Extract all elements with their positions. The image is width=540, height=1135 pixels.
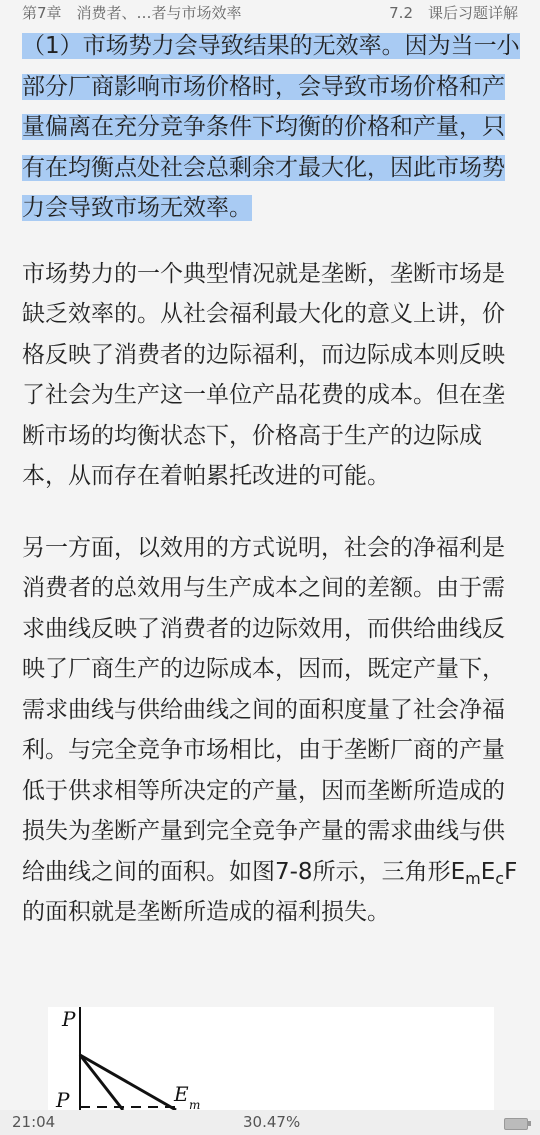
reader-header [0, 0, 540, 24]
paragraph-welfare-text: 另一方面，以效用的方式说明，社会的净福利是消费者的总效用与生产成本之间的差额。由于需求曲线反映了消费者的边际效用，而供给曲线反映了厂商生产的边际成本，因而，既定产量下，需求曲线与供给曲线之间的面积度量了社会净福利。与完全竞争市场相比，由于垄断厂商的产量低于供求相等所决定的产量，因而垄断所造成的损失为垄断产量到完全竞争产量的需求曲线与供给曲线之间的面积。如图7-8所示，三角形 [22, 534, 505, 885]
demand-curve [80, 1055, 176, 1110]
page-content [22, 26, 522, 933]
axis-label-p: P [62, 1007, 76, 1031]
price-label-p: P [56, 1088, 70, 1110]
paragraph-monopoly: 市场势力的一个典型情况就是垄断，垄断市场是缺乏效率的。从社会福利最大化的意义上讲，价格反映了消费者的边际福利，而边际成本则反映了社会为生产这一单位产品花费的成本。但在垄断市场的均衡状态下，价格高于生产的边际成本，从而存在着帕累托改进的可能。 [22, 260, 505, 489]
symbol-f: F [504, 858, 518, 885]
reading-progress: 30.47% [243, 1113, 301, 1131]
subscript-c: c [495, 868, 505, 888]
point-label-sub: m [189, 1098, 201, 1110]
highlight-text: （1）市场势力会导致结果的无效率。因为当一小部分厂商影响市场价格时，会导致市场价格和产量偏离在充分竞争条件下均衡的价格和产量，只有在均衡点处社会总剩余才最大化，因此市场势力会导致市场无效率。 [22, 33, 520, 221]
reader-footer [0, 1110, 540, 1135]
chapter-title: 第7章 消费者、…者与市场效率 [22, 4, 242, 22]
section-title: 7.2 课后习题详解 [389, 4, 518, 22]
paragraph-spacer [22, 229, 522, 254]
battery-tip [528, 1121, 531, 1126]
symbol-e: E [480, 858, 496, 885]
diagram-svg [48, 1007, 494, 1110]
marginal-revenue-curve [80, 1055, 123, 1110]
clock: 21:04 [12, 1113, 56, 1131]
highlighted-paragraph[interactable] [22, 26, 522, 229]
symbol-e: E [450, 858, 466, 885]
paragraph-welfare [22, 528, 522, 933]
paragraph-spacer [22, 497, 522, 528]
paragraph-welfare-end: 的面积就是垄断所造成的福利损失。 [22, 899, 390, 925]
battery-icon [504, 1118, 528, 1130]
point-label-e: E [174, 1082, 189, 1106]
figure-7-8 [48, 1007, 494, 1110]
subscript-m: m [465, 868, 481, 888]
